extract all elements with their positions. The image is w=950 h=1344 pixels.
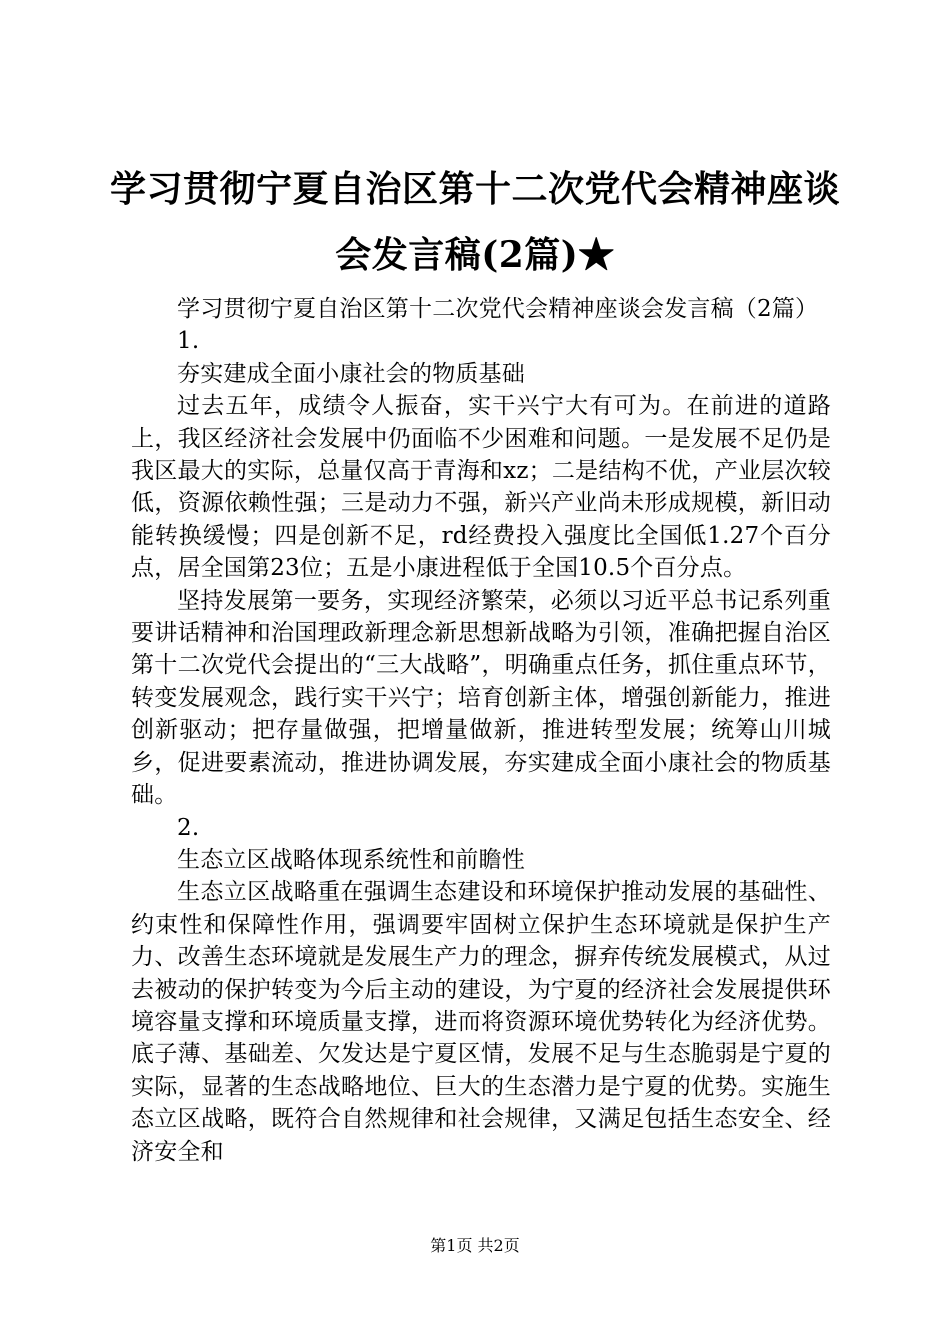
document-title: 学习贯彻宁夏自治区第十二次党代会精神座谈会发言稿(2篇)★ <box>110 168 841 276</box>
body-paragraph: 过去五年，成绩令人振奋，实干兴宁大有可为。在前进的道路上，我区经济社会发展中仍面临不少困难和问题。一是发展不足仍是我区最大的实际，总量仅高于青海和xz；二是结构不优，产业层次较低，资源依赖性强；三是动力不强，新兴产业尚未形成规模，新旧动能转换缓慢；四是创新不足，rd经费投入强度比全国低1.27个百分点，居全国第23位；五是小康进程低于全国10.5个百分点。 <box>131 393 831 582</box>
section-number: 2. <box>177 814 200 841</box>
document-body <box>131 293 831 1168</box>
body-paragraph: 生态立区战略重在强调生态建设和环境保护推动发展的基础性、约束性和保障性作用，强调要牢固树立保护生态环境就是保护生产力、改善生态环境就是发展生产力的理念，摒弃传统发展模式，从过去被动的保护转变为今后主动的建设，为宁夏的经济社会发展提供环境容量支撑和环境质量支撑，进而将资源环境优势转化为经济优势。底子薄、基础差、欠发达是宁夏区情，发展不足与生态脆弱是宁夏的实际，显著的生态战略地位、巨大的生态潜力是宁夏的优势。实施生态立区战略，既符合自然规律和社会规律，又满足包括生态安全、经济安全和 <box>131 879 831 1165</box>
body-paragraph: 坚持发展第一要务，实现经济繁荣，必须以习近平总书记系列重要讲话精神和治国理政新理念新思想新战略为引领，准确把握自治区第十二次党代会提出的“三大战略”，明确重点任务，抓住重点环节，转变发展观念，践行实干兴宁；培育创新主体，增强创新能力，推进创新驱动；把存量做强，把增量做新，推进转型发展；统筹山川城乡，促进要素流动，推进协调发展，夯实建成全面小康社会的物质基础。 <box>131 587 831 809</box>
section-number: 1. <box>177 328 200 355</box>
page-footer: 第1页 共2页 <box>430 1236 520 1255</box>
section-heading: 夯实建成全面小康社会的物质基础 <box>177 360 525 387</box>
section-heading: 生态立区战略体现系统性和前瞻性 <box>177 846 525 873</box>
intro-paragraph: 学习贯彻宁夏自治区第十二次党代会精神座谈会发言稿（2篇） <box>177 296 819 322</box>
